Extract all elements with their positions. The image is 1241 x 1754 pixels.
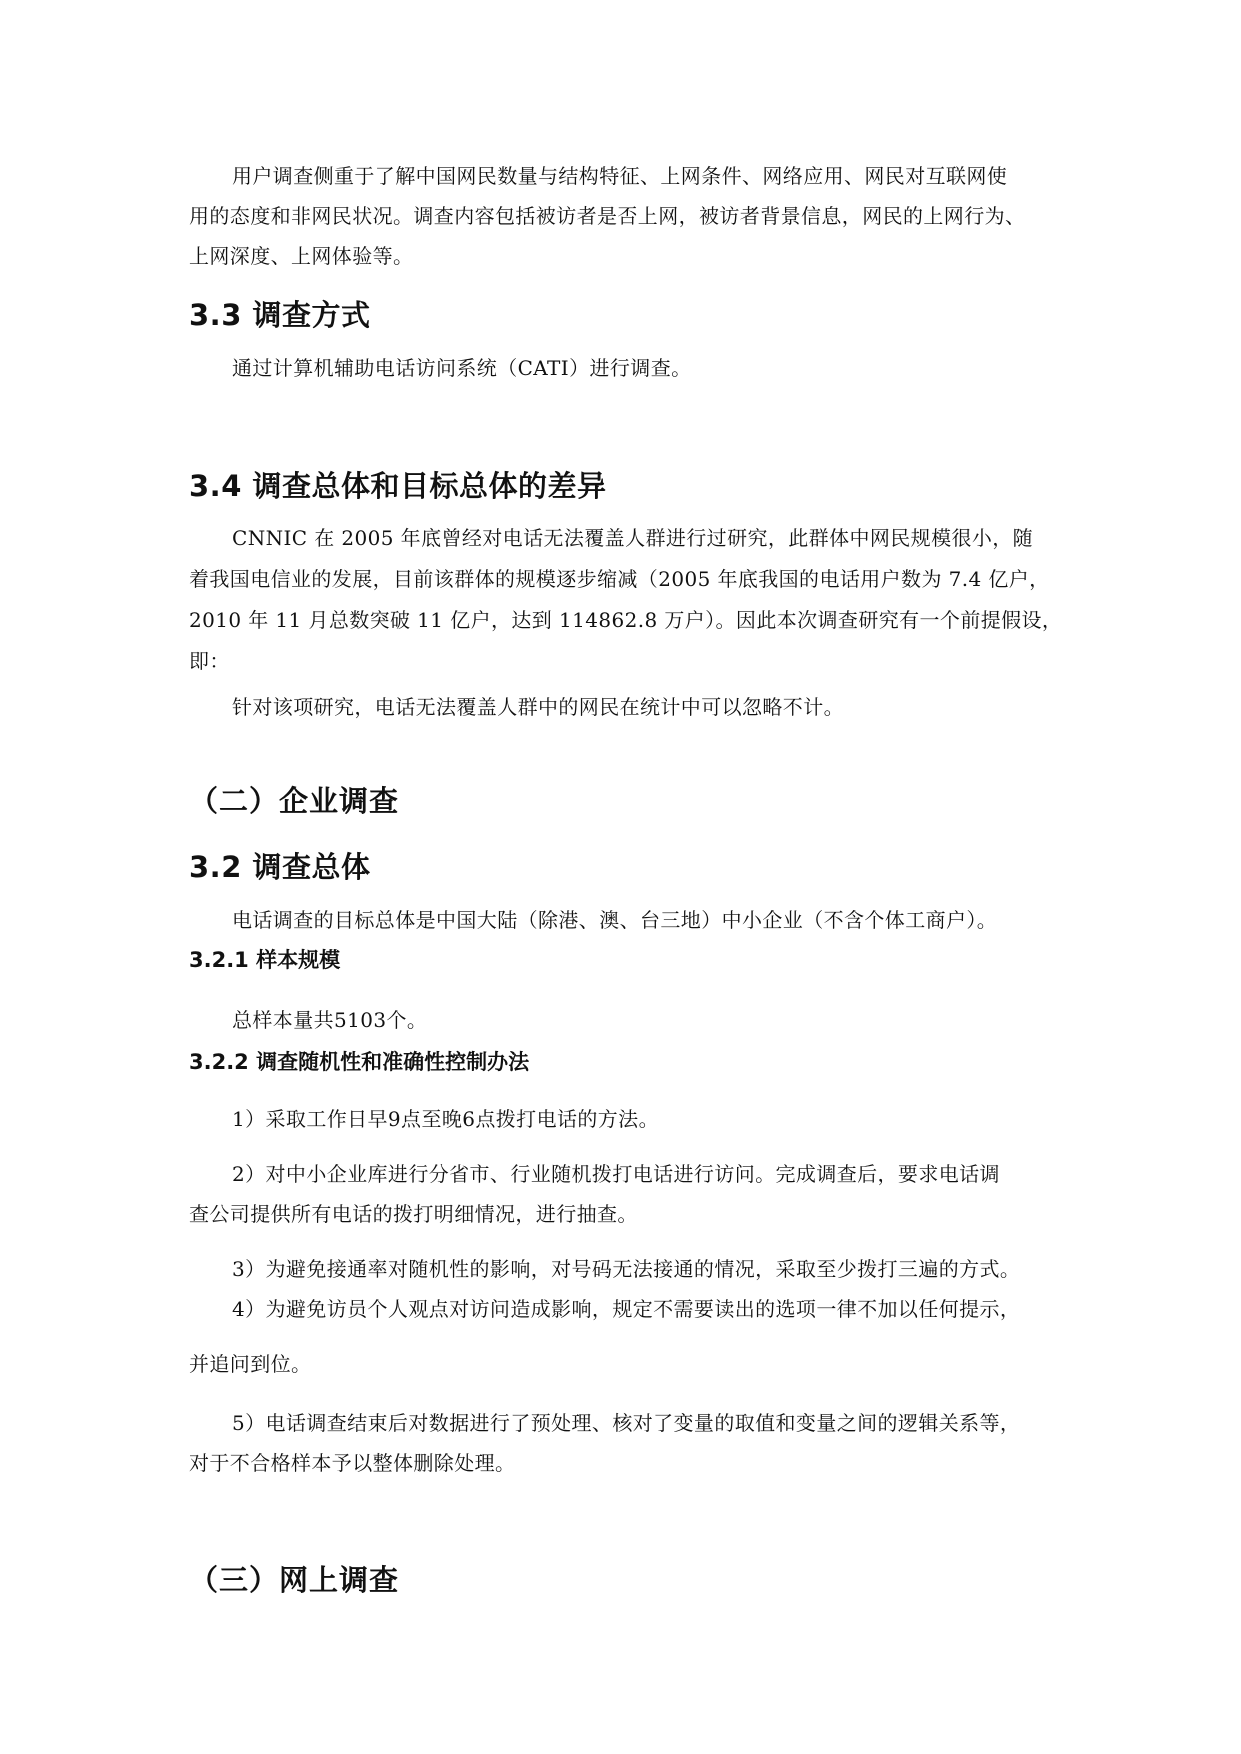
section-3-2-1-text: 总样本量共5103个。 xyxy=(232,1008,428,1032)
section-3-4-line-2: 着我国电信业的发展，目前该群体的规模逐步缩减（2005 年底我国的电话用户数为 7.4 亿户， xyxy=(189,567,1050,591)
section-3-4-heading: 3.4 调查总体和目标总体的差异 xyxy=(189,469,607,503)
section-3-3-heading: 3.3 调查方式 xyxy=(189,298,371,332)
list-item-5-line-2: 对于不合格样本予以整体删除处理。 xyxy=(189,1451,516,1475)
section-3-2-text: 电话调查的目标总体是中国大陆（除港、澳、台三地）中小企业（不含个体工商户）。 xyxy=(232,908,998,932)
list-item-5-line-1: 5）电话调查结束后对数据进行了预处理、核对了变量的取值和变量之间的逻辑关系等， xyxy=(232,1411,1021,1435)
list-item-2-line-1: 2）对中小企业库进行分省市、行业随机拨打电话进行访问。完成调查后，要求电话调 xyxy=(232,1162,1000,1186)
section-3-2-2-heading: 3.2.2 调查随机性和准确性控制办法 xyxy=(189,1050,530,1074)
list-item-4-line-1: 4）为避免访员个人观点对访问造成影响，规定不需要读出的选项一律不加以任何提示， xyxy=(232,1297,1021,1321)
section-3-4-line-1: CNNIC 在 2005 年底曾经对电话无法覆盖人群进行过研究，此群体中网民规模很小，随 xyxy=(232,526,1034,550)
section-3-4-assumption: 针对该项研究，电话无法覆盖人群中的网民在统计中可以忽略不计。 xyxy=(232,695,844,719)
section-3-4-line-3: 2010 年 11 月总数突破 11 亿户，达到 114862.8 万户）。因此本次调查研究有一个前提假设， xyxy=(189,608,1063,632)
list-item-4-line-2: 并追问到位。 xyxy=(189,1352,312,1376)
list-item-3: 3）为避免接通率对随机性的影响，对号码无法接通的情况，采取至少拨打三遍的方式。 xyxy=(232,1257,1021,1281)
section-3-3-text: 通过计算机辅助电话访问系统（CATI）进行调查。 xyxy=(232,356,692,380)
section-3-2-heading: 3.2 调查总体 xyxy=(189,850,371,884)
part-2-heading: （二）企业调查 xyxy=(189,784,400,818)
list-item-2-line-2: 查公司提供所有电话的拨打明细情况，进行抽查。 xyxy=(189,1202,638,1226)
user-survey-line-2: 用的态度和非网民状况。调查内容包括被访者是否上网，被访者背景信息，网民的上网行为、 xyxy=(189,204,1026,228)
part-3-heading: （三）网上调查 xyxy=(189,1563,400,1597)
user-survey-line-3: 上网深度、上网体验等。 xyxy=(189,244,414,268)
user-survey-line-1: 用户调查侧重于了解中国网民数量与结构特征、上网条件、网络应用、网民对互联网使 xyxy=(232,164,1008,188)
section-3-2-1-heading: 3.2.1 样本规模 xyxy=(189,948,341,972)
section-3-4-line-4: 即： xyxy=(189,649,230,673)
list-item-1: 1）采取工作日早9点至晚6点拨打电话的方法。 xyxy=(232,1107,659,1131)
